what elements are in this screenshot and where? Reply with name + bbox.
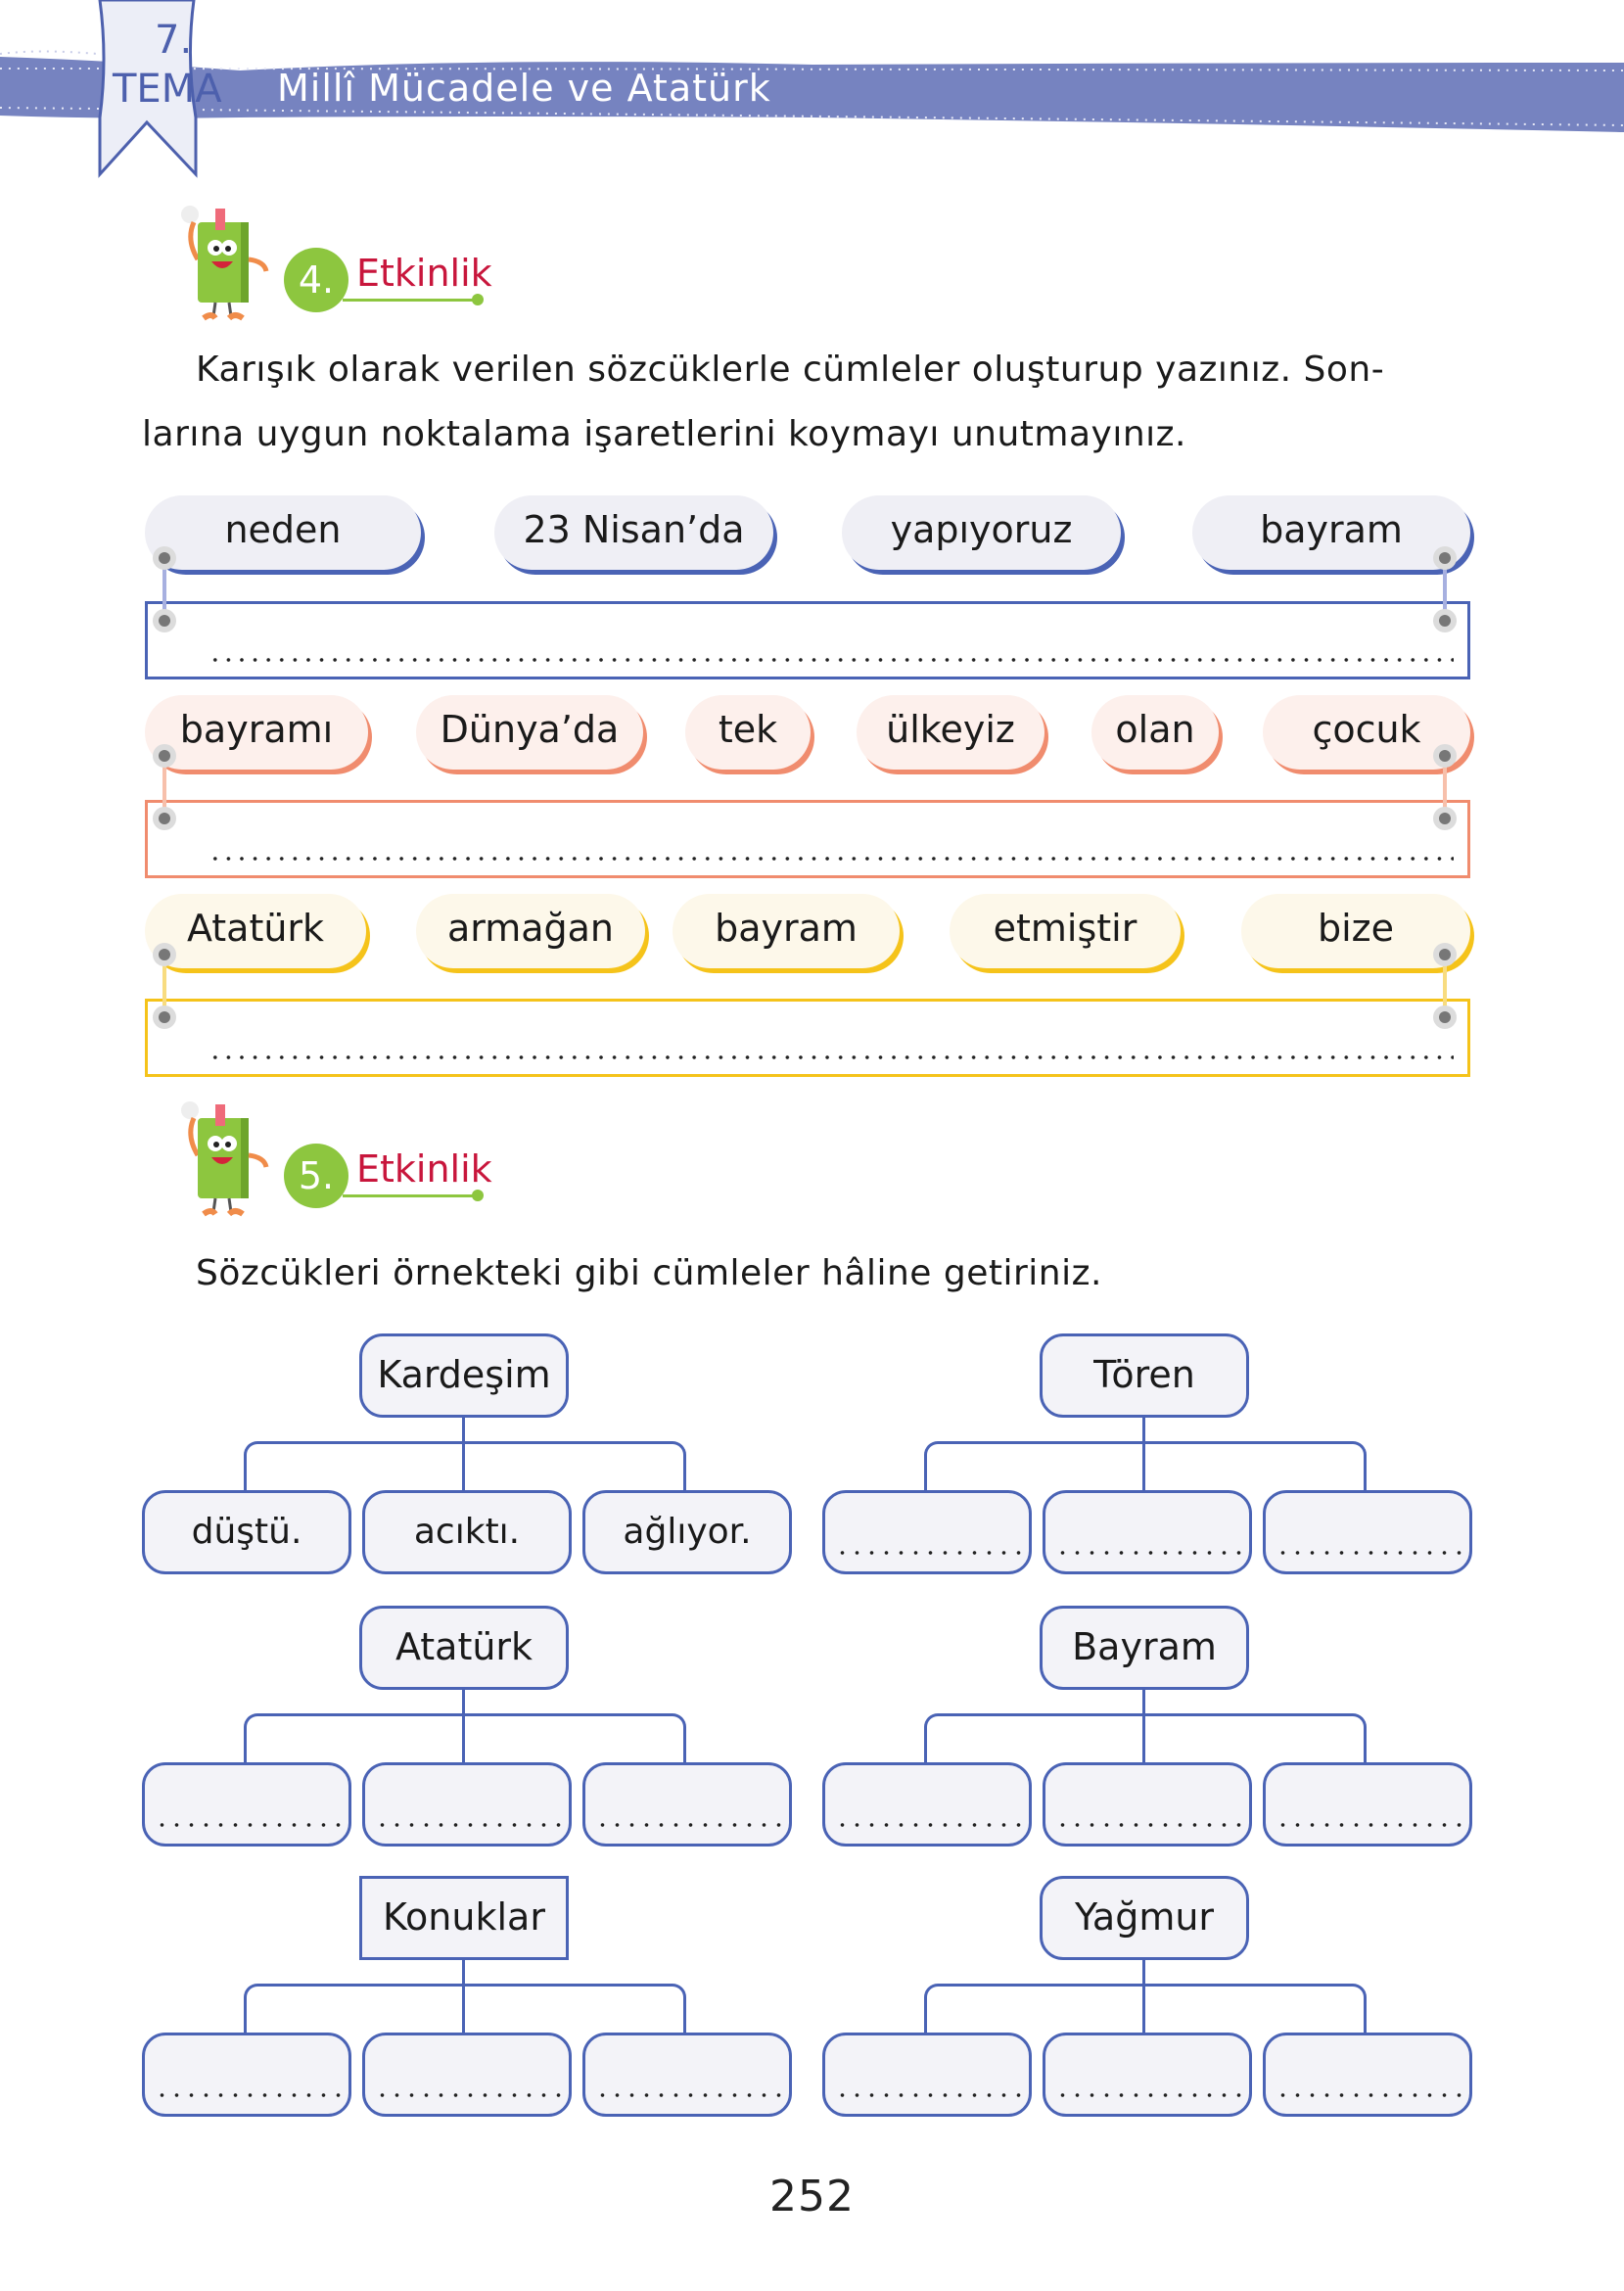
word-chip[interactable]: çocuk — [1263, 695, 1470, 770]
heading-underline-dot — [472, 294, 484, 305]
tree-leaf-answer-field[interactable] — [1263, 1490, 1472, 1574]
tree-branch — [924, 1984, 1367, 2033]
activity-label: Etkinlik — [356, 252, 492, 295]
dotted-writing-line — [595, 2092, 783, 2098]
dotted-writing-line — [155, 1822, 343, 1828]
tree-stem — [1142, 1690, 1145, 1762]
tree-leaf-answer-field[interactable] — [1263, 2033, 1472, 2117]
tree-stem — [462, 1960, 465, 2033]
dotted-writing-line — [1055, 1550, 1243, 1556]
heading-underline — [343, 299, 478, 302]
connector-ring — [153, 807, 176, 830]
word-chip[interactable]: neden — [145, 495, 421, 570]
word-tree-konuklar — [142, 1876, 798, 2121]
connector-ring — [1433, 744, 1457, 768]
tree-leaf-answer-field[interactable] — [142, 1762, 351, 1847]
tree-leaf-answer-field[interactable] — [822, 1762, 1032, 1847]
connector-ring — [153, 943, 176, 966]
connector-ring — [153, 744, 176, 768]
activity-4-heading — [157, 201, 509, 328]
word-tree-kardesim — [142, 1333, 798, 1578]
connector-ring — [153, 609, 176, 632]
dotted-writing-line — [835, 1550, 1023, 1556]
tree-leaf-answer-field[interactable] — [822, 1490, 1032, 1574]
word-chip[interactable]: armağan — [416, 894, 645, 968]
sentence-answer-field[interactable] — [145, 601, 1470, 679]
page-number: 252 — [769, 2172, 855, 2221]
dotted-writing-line — [1276, 1550, 1463, 1556]
activity-5-heading — [157, 1097, 509, 1224]
tree-root-word: Kardeşim — [359, 1333, 569, 1418]
word-chip[interactable]: bayram — [1192, 495, 1470, 570]
tree-leaf-answer-field[interactable] — [582, 1762, 792, 1847]
book-mascot-icon — [176, 1097, 284, 1219]
dotted-writing-line — [1055, 1822, 1243, 1828]
connector-ring — [1433, 807, 1457, 830]
word-tree-yagmur — [822, 1876, 1478, 2121]
word-chip[interactable]: Dünya’da — [416, 695, 643, 770]
tree-leaf-answer-field[interactable] — [1043, 2033, 1252, 2117]
book-mascot-icon — [176, 201, 284, 323]
word-tree-bayram — [822, 1606, 1478, 1850]
theme-number: 7. — [155, 18, 193, 63]
dotted-writing-line — [595, 1822, 783, 1828]
tree-leaf-answer-field[interactable] — [1043, 1490, 1252, 1574]
word-chip[interactable]: etmiştir — [950, 894, 1181, 968]
theme-label: TEMA — [113, 67, 222, 112]
tree-leaf-answer-field[interactable] — [142, 2033, 351, 2117]
word-chip[interactable]: olan — [1091, 695, 1219, 770]
dotted-writing-line — [1055, 2092, 1243, 2098]
word-chip[interactable]: bayram — [673, 894, 900, 968]
tree-leaf-answer-field[interactable] — [362, 1762, 572, 1847]
connector-ring — [1433, 943, 1457, 966]
activity-label: Etkinlik — [356, 1147, 492, 1191]
connector-ring — [1433, 546, 1457, 570]
word-tree-toren — [822, 1333, 1478, 1578]
tree-leaf-word: acıktı. — [362, 1490, 572, 1574]
tree-stem — [462, 1418, 465, 1490]
word-chip[interactable]: yapıyoruz — [842, 495, 1121, 570]
tree-branch — [924, 1713, 1367, 1762]
dotted-writing-line — [375, 2092, 563, 2098]
theme-title: Millî Mücadele ve Atatürk — [277, 67, 771, 110]
dotted-writing-line — [835, 1822, 1023, 1828]
tree-stem — [1142, 1960, 1145, 2033]
tree-root-word: Yağmur — [1040, 1876, 1249, 1960]
connector-ring — [153, 546, 176, 570]
dotted-writing-line — [209, 856, 1454, 862]
tree-root-word: Atatürk — [359, 1606, 569, 1690]
tree-root-word: Bayram — [1040, 1606, 1249, 1690]
connector-ring — [1433, 1005, 1457, 1029]
word-chip[interactable]: bayramı — [145, 695, 368, 770]
dotted-writing-line — [1276, 1822, 1463, 1828]
dotted-writing-line — [209, 1054, 1454, 1060]
dotted-writing-line — [155, 2092, 343, 2098]
tree-branch — [244, 1713, 686, 1762]
theme-header-ribbon — [0, 0, 1624, 186]
tree-branch — [244, 1984, 686, 2033]
tree-stem — [462, 1690, 465, 1762]
sentence-answer-field[interactable] — [145, 999, 1470, 1077]
sentence-answer-field[interactable] — [145, 800, 1470, 878]
tree-leaf-word: ağlıyor. — [582, 1490, 792, 1574]
word-chip[interactable]: ülkeyiz — [857, 695, 1044, 770]
activity-5-instruction: Sözcükleri örnekteki gibi cümleler hâline getiriniz. — [196, 1253, 1102, 1293]
connector-ring — [1433, 609, 1457, 632]
tree-leaf-word: düştü. — [142, 1490, 351, 1574]
tree-leaf-answer-field[interactable] — [362, 2033, 572, 2117]
tree-leaf-answer-field[interactable] — [1043, 1762, 1252, 1847]
word-chip[interactable]: 23 Nisan’da — [494, 495, 773, 570]
dotted-writing-line — [209, 657, 1454, 663]
activity-4-instruction-line-2: larına uygun noktalama işaretlerini koymayı unutmayınız. — [142, 414, 1186, 454]
tree-branch — [924, 1441, 1367, 1490]
tree-leaf-answer-field[interactable] — [822, 2033, 1032, 2117]
tree-stem — [1142, 1418, 1145, 1490]
tree-root-word: Tören — [1040, 1333, 1249, 1418]
activity-number-badge: 4. — [284, 248, 348, 312]
heading-underline-dot — [472, 1190, 484, 1201]
activity-number-badge: 5. — [284, 1144, 348, 1208]
dotted-writing-line — [375, 1822, 563, 1828]
activity-4-instruction-line-1: Karışık olarak verilen sözcüklerle cümleler oluşturup yazınız. Son- — [196, 350, 1385, 390]
tree-branch — [244, 1441, 686, 1490]
word-chip[interactable]: bize — [1241, 894, 1470, 968]
connector-ring — [153, 1005, 176, 1029]
dotted-writing-line — [1276, 2092, 1463, 2098]
tree-leaf-answer-field[interactable] — [1263, 1762, 1472, 1847]
word-chip[interactable]: tek — [685, 695, 811, 770]
word-tree-ataturk — [142, 1606, 798, 1850]
word-chip[interactable]: Atatürk — [145, 894, 366, 968]
tree-root-word: Konuklar — [359, 1876, 569, 1960]
tree-leaf-answer-field[interactable] — [582, 2033, 792, 2117]
heading-underline — [343, 1194, 478, 1197]
dotted-writing-line — [835, 2092, 1023, 2098]
